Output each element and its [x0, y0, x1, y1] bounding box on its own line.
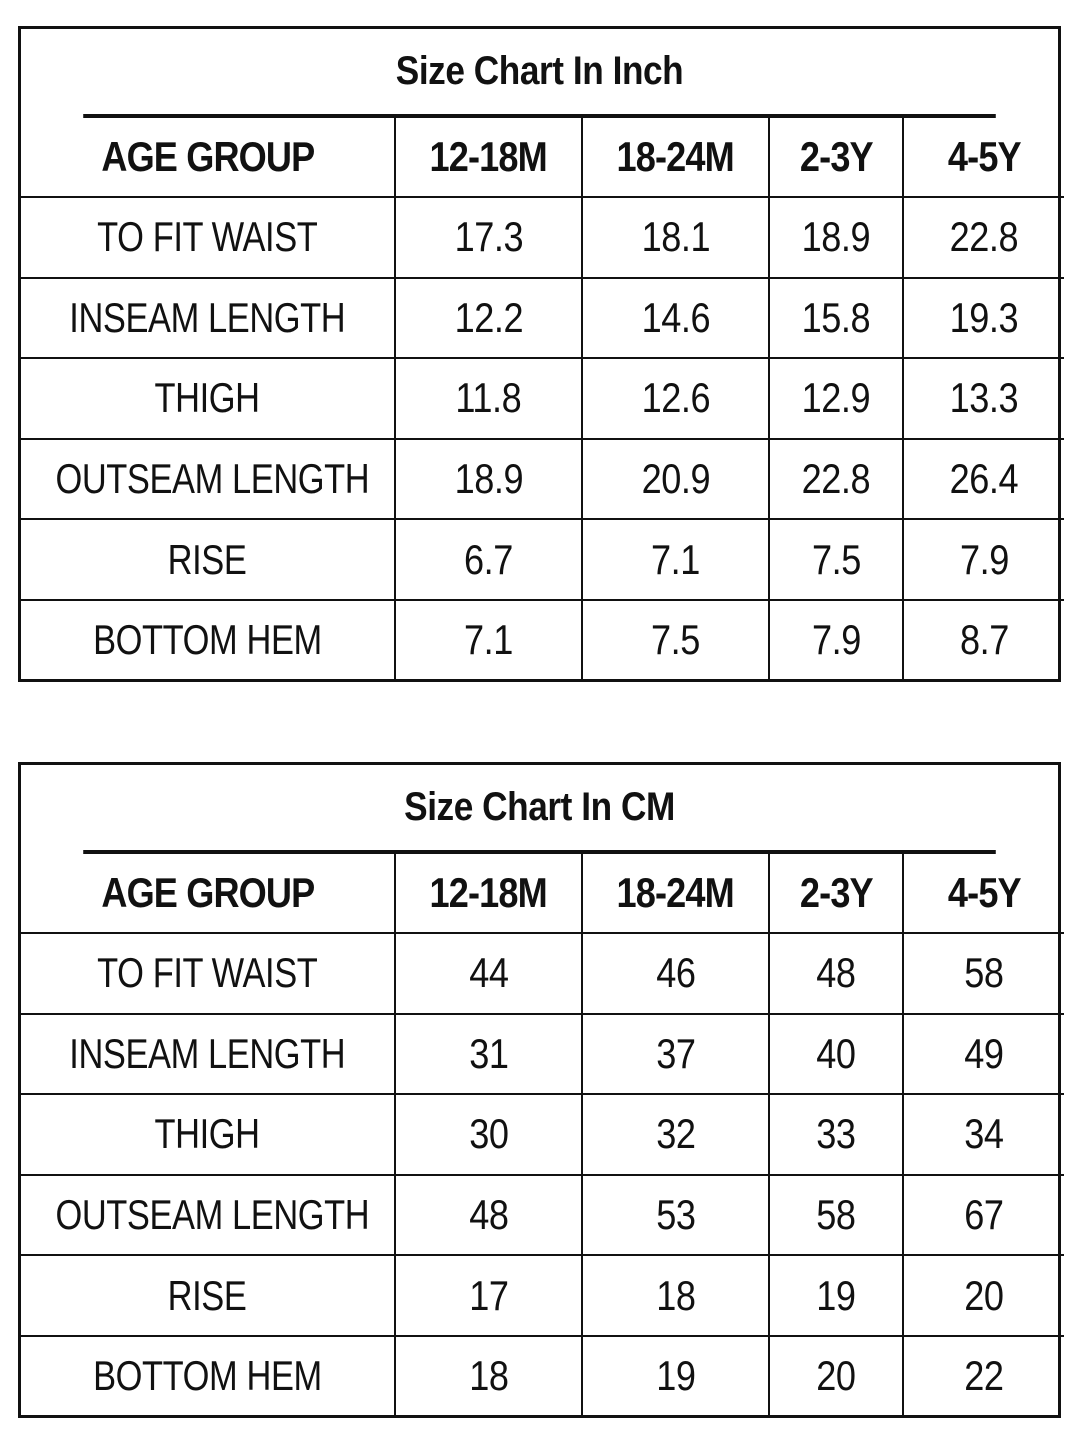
value-cell: 48 — [769, 933, 903, 1014]
row-label: BOTTOM HEM — [21, 1336, 395, 1415]
table-row — [21, 1255, 1064, 1336]
header-cell: 18-24M — [582, 854, 769, 933]
value-cell: 44 — [395, 933, 582, 1014]
row-label: RISE — [21, 1255, 395, 1336]
value-cell: 18.1 — [582, 197, 769, 278]
value-cell: 7.5 — [582, 600, 769, 679]
header-cell: 12-18M — [395, 118, 582, 197]
table-row — [21, 933, 1064, 1014]
header-cell: 4-5Y — [903, 854, 1064, 933]
value-cell: 6.7 — [395, 519, 582, 600]
value-cell: 7.9 — [769, 600, 903, 679]
chart-title: Size Chart In CM — [83, 765, 996, 854]
table-row — [21, 600, 1064, 679]
table-row — [21, 519, 1064, 600]
value-cell: 49 — [903, 1014, 1064, 1095]
row-label: OUTSEAM LENGTH — [21, 439, 395, 520]
value-cell: 48 — [395, 1175, 582, 1256]
value-cell: 58 — [769, 1175, 903, 1256]
size-chart-inch — [18, 26, 1061, 682]
header-row — [21, 118, 1064, 197]
value-cell: 22 — [964, 1351, 1004, 1399]
table-row — [21, 358, 1064, 439]
table-row — [21, 1336, 1064, 1415]
value-cell: 20 — [903, 1255, 1064, 1336]
row-label: TO FIT WAIST — [21, 933, 395, 1014]
value-cell: 20.9 — [582, 439, 769, 520]
row-label: OUTSEAM LENGTH — [21, 1175, 395, 1256]
size-chart-cm — [18, 762, 1061, 1418]
value-cell: 34 — [903, 1094, 1064, 1175]
table-row — [21, 1094, 1064, 1175]
value-cell: 31 — [395, 1014, 582, 1095]
value-cell: 22.8 — [769, 439, 903, 520]
header-cell: 2-3Y — [769, 118, 903, 197]
value-cell: 46 — [582, 933, 769, 1014]
value-cell: 33 — [769, 1094, 903, 1175]
value-cell: 30 — [395, 1094, 582, 1175]
value-cell: 12.9 — [769, 358, 903, 439]
header-row — [21, 854, 1064, 933]
header-cell: 4-5Y — [903, 118, 1064, 197]
value-cell: 18.9 — [769, 197, 903, 278]
value-cell: 12.6 — [582, 358, 769, 439]
value-cell: 53 — [582, 1175, 769, 1256]
table-row — [21, 1014, 1064, 1095]
value-cell: 13.3 — [903, 358, 1064, 439]
value-cell: 19 — [769, 1255, 903, 1336]
value-cell: 22.8 — [903, 197, 1064, 278]
table-row — [21, 1175, 1064, 1256]
table-row — [21, 278, 1064, 359]
value-cell: 18.9 — [395, 439, 582, 520]
value-cell: 7.9 — [903, 519, 1064, 600]
value-cell: 19 — [582, 1336, 769, 1415]
value-cell: 7.1 — [582, 519, 769, 600]
row-label: BOTTOM HEM — [21, 600, 395, 679]
value-cell: 58 — [903, 933, 1064, 1014]
row-label: THIGH — [21, 358, 395, 439]
size-table — [21, 854, 1064, 1415]
value-cell: 12.2 — [395, 278, 582, 359]
row-label: THIGH — [21, 1094, 395, 1175]
row-label: INSEAM LENGTH — [21, 278, 395, 359]
value-cell: 7.1 — [395, 600, 582, 679]
value-cell: 19.3 — [903, 278, 1064, 359]
value-cell: 7.5 — [769, 519, 903, 600]
value-cell: 40 — [769, 1014, 903, 1095]
value-cell: 26.4 — [903, 439, 1064, 520]
value-cell: 17.3 — [395, 197, 582, 278]
row-label: TO FIT WAIST — [21, 197, 395, 278]
header-cell: AGE GROUP — [21, 118, 395, 197]
value-cell: 67 — [903, 1175, 1064, 1256]
value-cell: 20 — [769, 1336, 903, 1415]
value-cell: 11.8 — [395, 358, 582, 439]
row-label: INSEAM LENGTH — [21, 1014, 395, 1095]
value-cell: 15.8 — [769, 278, 903, 359]
value-cell: 17 — [395, 1255, 582, 1336]
value-cell: 18 — [582, 1255, 769, 1336]
value-cell: 37 — [582, 1014, 769, 1095]
header-cell: 18-24M — [582, 118, 769, 197]
value-cell: 18 — [395, 1336, 582, 1415]
header-cell: 2-3Y — [769, 854, 903, 933]
table-row — [21, 439, 1064, 520]
row-label: RISE — [21, 519, 395, 600]
chart-title: Size Chart In Inch — [83, 29, 996, 118]
value-cell: 8.7 — [959, 615, 1009, 663]
value-cell: 32 — [582, 1094, 769, 1175]
header-cell: AGE GROUP — [21, 854, 395, 933]
size-table — [21, 118, 1064, 679]
table-row — [21, 197, 1064, 278]
value-cell: 14.6 — [582, 278, 769, 359]
header-cell: 12-18M — [395, 854, 582, 933]
